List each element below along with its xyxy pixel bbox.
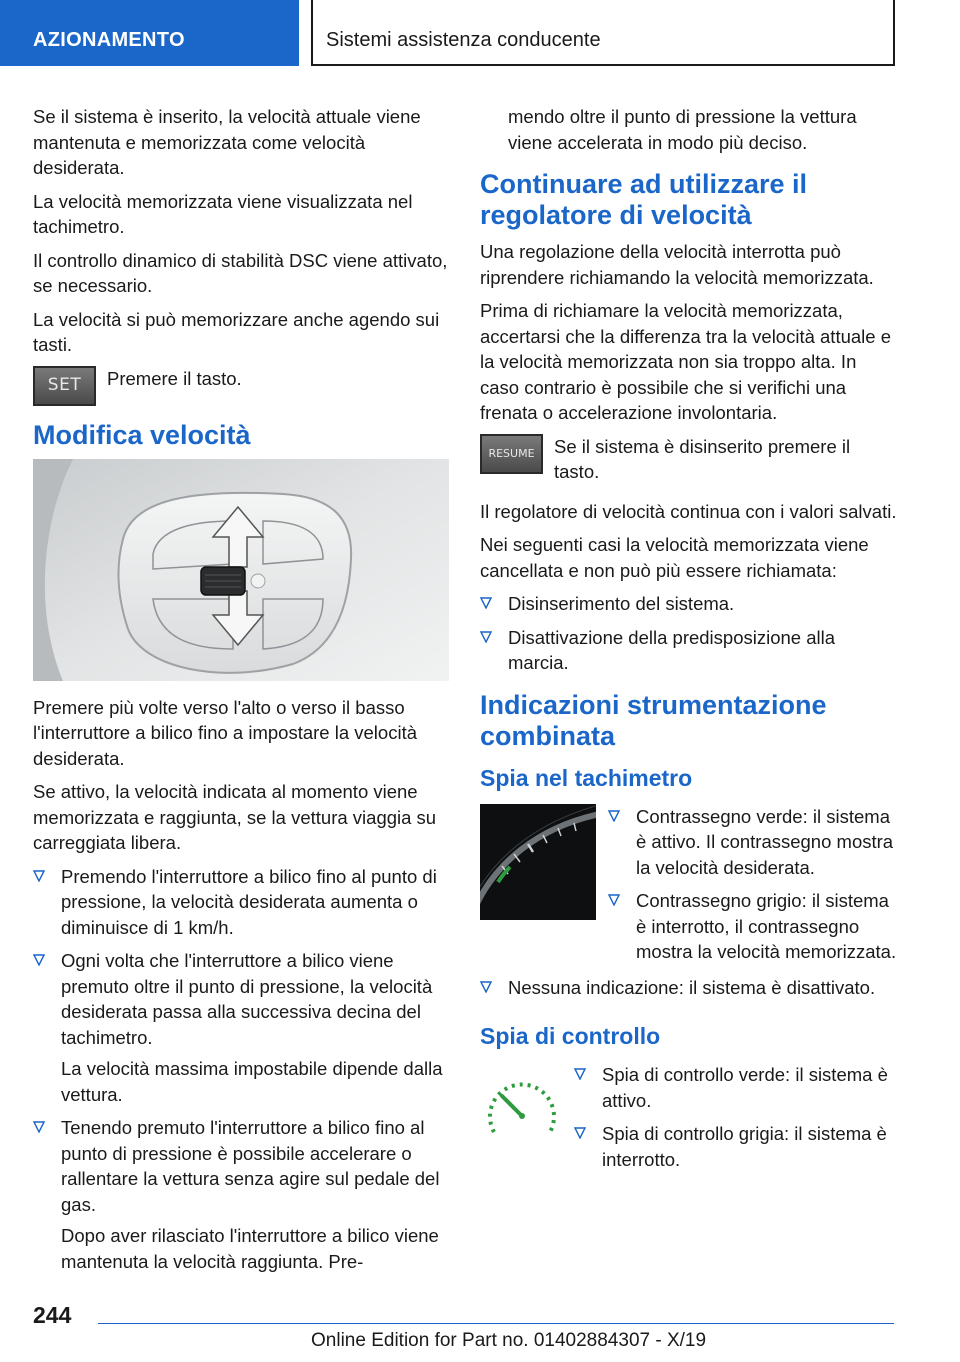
heading-spia-controllo: Spia di controllo: [480, 1023, 661, 1049]
list-item-text: Premendo l'interruttore a bilico fino al punto di pressione, la velocità desiderata aumenta o diminuisce di 1 km/h.: [61, 865, 437, 938]
cruise-control-gauge-icon: [480, 1062, 564, 1146]
list-item-text: Contrassegno grigio: il sistema è interrotto, il contrassegno mostra la velocità memorizzata.: [636, 890, 897, 962]
paragraph: La velocità massima impostabile dipende dalla vettura.: [61, 1058, 443, 1105]
list-item-text: Ogni volta che l'interruttore a bilico viene premuto oltre il punto di pressione, la velocità desiderata passa alla successiva decina del tachimetro.: [61, 950, 433, 1048]
set-key-row: [33, 366, 449, 406]
section-tab: [0, 0, 299, 66]
list-item-text: Spia di controllo grigia: il sistema è interrotto.: [602, 1123, 887, 1170]
right-column: [480, 104, 898, 1180]
steering-wheel-switch-photo: [33, 459, 449, 681]
paragraph: La velocità si può memorizzare anche agendo sui tasti.: [33, 308, 440, 355]
bullet-list: [480, 591, 898, 676]
list-item: [480, 975, 898, 1001]
triangle-bullet-icon: [608, 894, 620, 906]
paragraph: Il regolatore di velocità continua con i valori salvati.: [480, 500, 897, 522]
list-item-text: Disattivazione della predisposizione alla marcia.: [508, 626, 836, 673]
list-item: [608, 804, 898, 881]
set-key-text: Premere il tasto.: [107, 367, 242, 389]
set-key-icon: SET: [33, 366, 96, 406]
list-item: [33, 948, 449, 1050]
triangle-bullet-icon: [608, 810, 620, 822]
bullet-list: [480, 975, 898, 1001]
heading-continuare: Continuare ad utilizzare il regolatore di velocità: [480, 169, 808, 230]
paragraph: Il controllo dinamico di stabilità DSC viene attivato, se necessario.: [33, 249, 448, 296]
paragraph: Prima di richiamare la velocità memorizzata, accertarsi che la differenza tra la velocità attuale e la velocità memorizzata non sia troppo alta. In caso contrario è possibile che si verifichi una frenata o accelerazione involontaria.: [480, 300, 891, 423]
bullet-list: [574, 1062, 898, 1180]
control-light-row: [480, 1062, 898, 1180]
paragraph: Dopo aver rilasciato l'interruttore a bilico viene mantenuta la velocità raggiunta. Pre-: [61, 1225, 439, 1272]
tachometer-row: [480, 804, 898, 973]
resume-key-icon: RESUME: [480, 434, 543, 474]
list-item-text: Spia di controllo verde: il sistema è attivo.: [602, 1064, 888, 1111]
header-divider-bottom: [311, 64, 895, 66]
list-item: [574, 1121, 898, 1172]
heading-spia-tachimetro: Spia nel tachimetro: [480, 764, 693, 791]
resume-key-text: Se il sistema è disinserito premere il tasto.: [554, 435, 851, 482]
paragraph: Una regolazione della velocità interrotta può riprendere richiamando la velocità memorizzata.: [480, 241, 874, 288]
list-item: [480, 625, 898, 676]
tachometer-marker-image: [480, 804, 596, 920]
triangle-bullet-icon: [33, 954, 45, 966]
section-title: AZIONAMENTO: [33, 29, 185, 51]
paragraph: Se attivo, la velocità indicata al momento viene memorizzata e raggiunta, se la vettura viaggia su carreggiata libera.: [33, 781, 437, 853]
triangle-bullet-icon: [574, 1127, 586, 1139]
triangle-bullet-icon: [480, 981, 492, 993]
resume-key-row: [480, 434, 898, 485]
list-item-text: Contrassegno verde: il sistema è attivo. Il contrassegno mostra la velocità desiderata.: [636, 805, 894, 878]
bullet-list: [33, 864, 449, 1051]
left-column: [33, 104, 449, 1282]
paragraph: La velocità memorizzata viene visualizzata nel tachimetro.: [33, 190, 413, 237]
list-item: [574, 1062, 898, 1113]
header-divider-right: [893, 0, 895, 66]
triangle-bullet-icon: [33, 1121, 45, 1133]
header-divider-left: [311, 0, 313, 66]
triangle-bullet-icon: [480, 631, 492, 643]
triangle-bullet-icon: [574, 1068, 586, 1080]
bullet-list: [33, 1115, 449, 1217]
heading-modifica-velocita: Modifica velocità: [33, 419, 251, 450]
paragraph: Premere più volte verso l'alto o verso il basso l'interruttore a bilico fino a impostare la velocità desiderata.: [33, 696, 417, 769]
page-number: 244: [33, 1302, 72, 1328]
list-item-text: Nessuna indicazione: il sistema è disattivato.: [508, 976, 876, 998]
list-item: [33, 864, 449, 941]
triangle-bullet-icon: [480, 597, 492, 609]
list-item: [33, 1115, 449, 1217]
bullet-list: [608, 804, 898, 973]
chapter-title: Sistemi assistenza conducente: [326, 29, 601, 51]
footer-edition: Online Edition for Part no. 01402884307 - X/19: [311, 1330, 707, 1351]
paragraph: mendo oltre il punto di pressione la vettura viene accelerata in modo più deciso.: [508, 106, 857, 153]
list-item-text: Tenendo premuto l'interruttore a bilico fino al punto di pressione è possibile accelerare o rallentare la vettura senza agire sul pedale del gas.: [61, 1117, 440, 1215]
paragraph: Nei seguenti casi la velocità memorizzata viene cancellata e non può più essere richiamata:: [480, 534, 869, 581]
list-item: [608, 888, 898, 965]
paragraph: Se il sistema è inserito, la velocità attuale viene mantenuta e memorizzata come velocità desiderata.: [33, 106, 421, 178]
list-item-text: Disinserimento del sistema.: [508, 593, 735, 614]
footer-divider: [98, 1323, 894, 1324]
heading-indicazioni: Indicazioni strumentazione combinata: [480, 689, 827, 751]
list-item: [480, 591, 898, 617]
triangle-bullet-icon: [33, 870, 45, 882]
